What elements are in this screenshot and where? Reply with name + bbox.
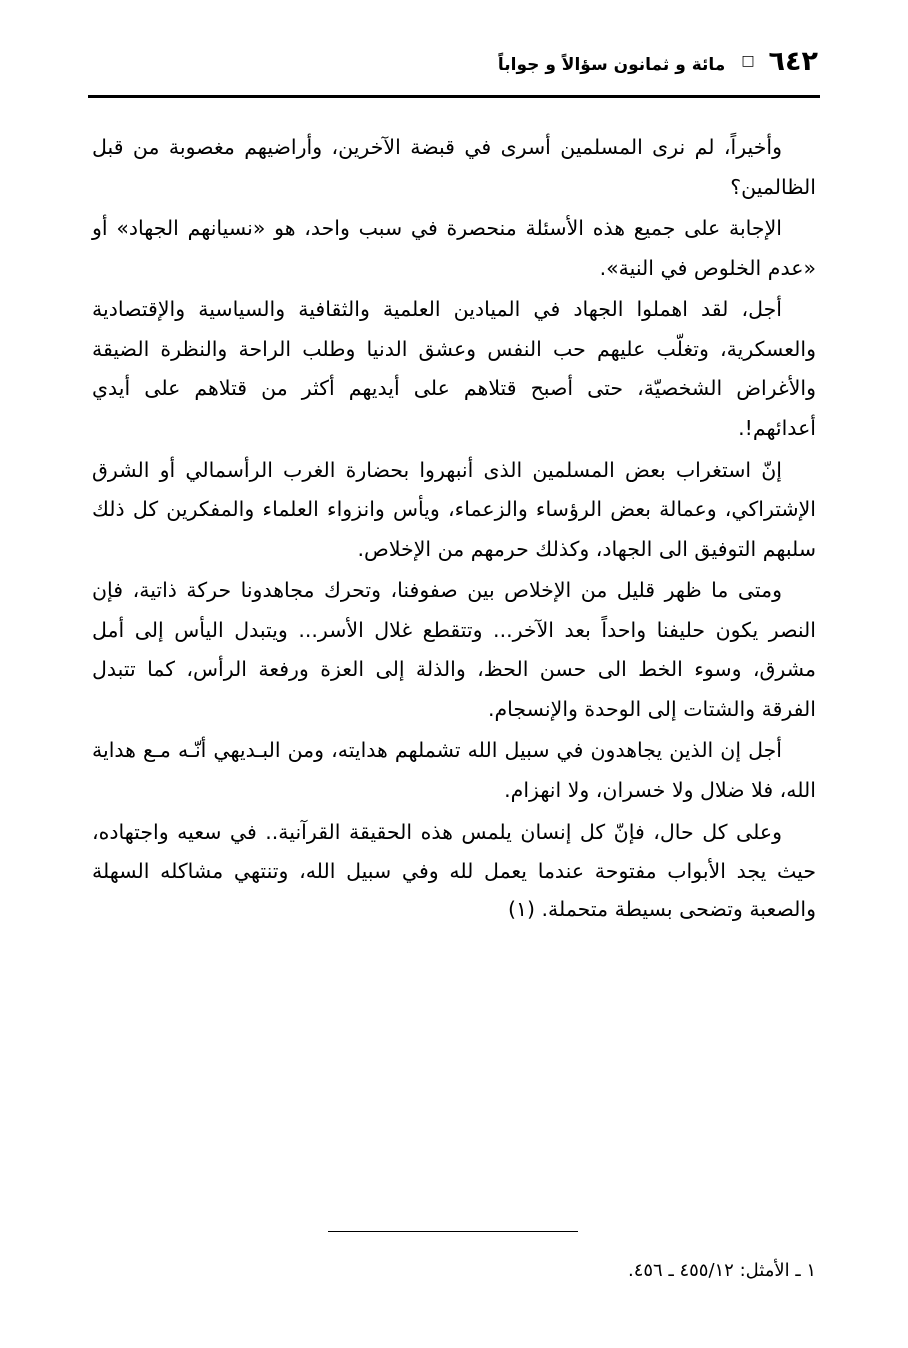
book-title: مائة و ثمانون سؤالاً و جواباً bbox=[497, 55, 726, 75]
page-body bbox=[92, 128, 816, 929]
square-bullet-icon: □ bbox=[741, 53, 755, 69]
page-header bbox=[90, 46, 818, 77]
paragraph: الإجابة على جميع هذه الأسئلة منحصرة في سبب واحد، هو «نسيانهم الجهاد» أو «عدم الخلوص في النية». bbox=[92, 216, 816, 280]
footnote: ١ ـ الأمثل: ٤٥٥/١٢ ـ ٤٥٦. bbox=[627, 1260, 816, 1282]
page-number: ٦٤٢ bbox=[768, 46, 818, 77]
paragraph: أجل، لقد اهملوا الجهاد في الميادين العلمية والثقافية والسياسية والإقتصادية والعسكرية، وتغلّب عليهم حب النفس وعشق الدنيا وطلب الراحة والنظرة الضيقة والأغراض الشخصيّة، حتى أصبح قتلاهم على أيديهم أكثر من قتلاهم على أيدي أعدائهم!. bbox=[92, 297, 816, 440]
footnote-divider bbox=[328, 1231, 578, 1232]
paragraph: ومتى ما ظهر قليل من الإخلاص بين صفوفنا، وتحرك مجاهدونا حركة ذاتية، فإن النصر يكون حليفنا واحداً بعد الآخر... وتتقطع غلال الأسر... ويتبدل اليأس إلى أمل مشرق، وسوء الخط الى حسن الحظ، والذلة إلى العزة ورفعة الرأس، كما تتبدل الفرقة والشتات إلى الوحدة والإنسجام. bbox=[92, 578, 816, 721]
paragraph: أجل إن الذين يجاهدون في سبيل الله تشملهم هدايته، ومن البـديهي أنّـه مـع هداية الله، فلا ضلال ولا خسران، ولا انهزام. bbox=[92, 738, 816, 802]
header-divider bbox=[88, 95, 820, 98]
paragraph: إنّ استغراب بعض المسلمين الذى أنبهروا بحضارة الغرب الرأسمالي أو الشرق الإشتراكي، وعمالة بعض الرؤساء والزعماء، ويأس وانزواء العلماء والمفكرين كل ذلك سلبهم التوفيق الى الجهاد، وكذلك حرمهم من الإخلاص. bbox=[92, 457, 816, 561]
paragraph: وأخيراً، لم نرى المسلمين أسرى في قبضة الآخرين، وأراضيهم مغصوبة من قبل الظالمين؟ bbox=[92, 135, 816, 199]
paragraph: وعلى كل حال، فإنّ كل إنسان يلمس هذه الحقيقة القرآنية.. في سعيه واجتهاده، حيث يجد الأبواب مفتوحة عندما يعمل لله وفي سبيل الله، وتنتهي مشاكله السهلة والصعبة وتضحى بسيطة متحملة. (١) bbox=[92, 819, 816, 922]
